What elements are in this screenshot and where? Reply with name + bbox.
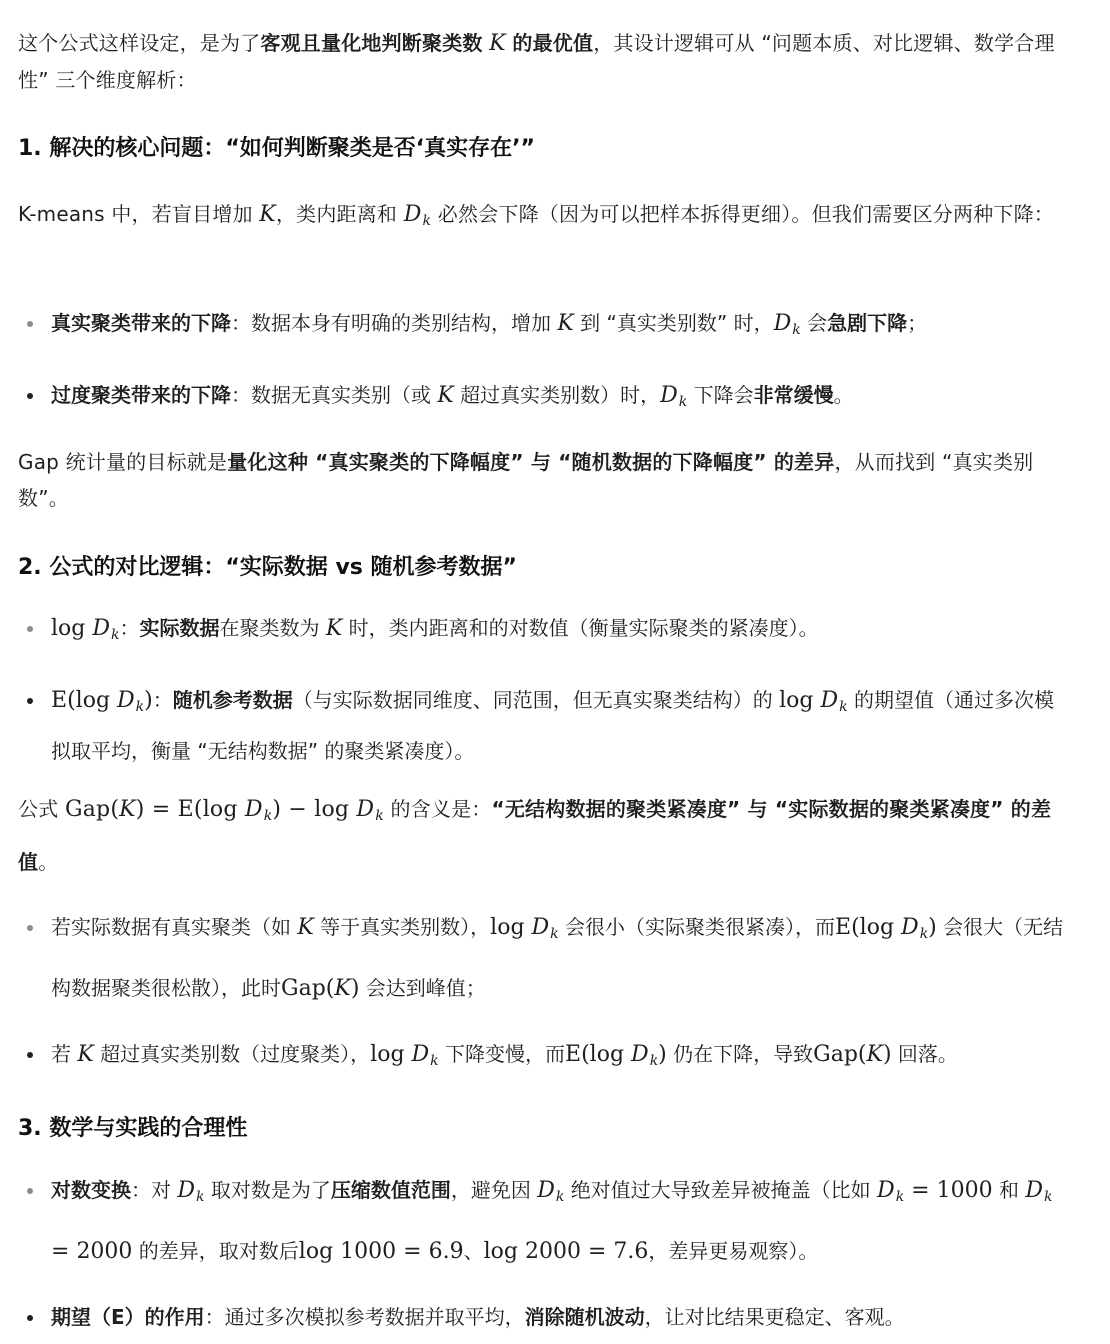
math-gap-formula: Gap(K) = E(log $D_k) - \log D_k$	[64, 797, 384, 824]
math-log-dk: $\log D_k$	[490, 915, 559, 942]
intro-bold: 客观且量化地判断聚类数	[260, 31, 483, 55]
math-k: K	[489, 31, 506, 56]
section-2-list	[18, 601, 1072, 773]
math-k: K	[77, 1042, 94, 1067]
section-1-list	[18, 296, 1072, 429]
math-dk-1000: $D_k = 1000$	[877, 1178, 993, 1205]
intro-text: ，其设计逻辑可从 “问题本质、对比逻辑、数学合理性” 三个维度解析：	[18, 31, 1055, 92]
text: 必然会下降（因为可以把样本拆得更细）。但我们需要区分两种下降：	[437, 202, 1054, 226]
math-gap-k: Gap(K)	[281, 976, 360, 1001]
list-item: 真实聚类带来的下降：数据本身有明确的类别结构，增加 K 到 “真实类别数” 时，$D_k$ 会急剧下降；	[18, 296, 1072, 357]
math-dk-2000: $D_k = 2000$	[51, 1178, 1053, 1264]
math-k: K	[557, 311, 574, 336]
math-k: K	[325, 616, 343, 641]
intro-paragraph	[18, 25, 1072, 98]
math-e-log-dk: E(log $D_k$)	[565, 1042, 667, 1069]
math-e-log-dk: E(log $D_k$)	[51, 688, 153, 715]
math-k: K	[259, 202, 276, 227]
section-1-heading: 1. 解决的核心问题：“如何判断聚类是否‘真实存在’”	[18, 136, 535, 161]
math-dk: $D_k$	[773, 311, 801, 338]
math-dk: $D_k$	[177, 1178, 205, 1205]
math-e-log-dk: E(log $D_k$)	[835, 915, 937, 942]
math-log-1000: log 1000 = 6.9	[298, 1239, 464, 1264]
math-dk: $D_k$	[537, 1178, 565, 1205]
section-3-list	[18, 1163, 1072, 1344]
intro-bold: 的最优值	[512, 31, 594, 55]
section-2-list-2	[18, 900, 1072, 1088]
list-item: 对数变换：对 $D_k$ 取对数是为了压缩数值范围，避免因 $D_k$ 绝对值过大导致差异被掩盖（比如 $D_k = 1000$ 和 $D_k = 2000$ 的差异，取对数后log 1000 = 6.9、log 2000 = 7.6，差异更易观察）。	[18, 1163, 1072, 1279]
section-3-heading: 3. 数学与实践的合理性	[18, 1116, 248, 1141]
math-log-dk: $\log D_k$	[779, 688, 848, 715]
intro-text: 这个公式这样设定，是为了	[18, 31, 261, 55]
section-1-summary: Gap 统计量的目标就是量化这种 “真实聚类的下降幅度” 与 “随机数据的下降幅度” 的差异，从而找到 “真实类别数”。	[18, 450, 1034, 510]
list-item: 期望（E）的作用：通过多次模拟参考数据并取平均，消除随机波动，让对比结果更稳定、客观。	[18, 1290, 1072, 1344]
math-k: K	[437, 383, 454, 408]
math-gap-k: Gap(K)	[813, 1042, 892, 1067]
section-2-formula-paragraph: 公式 Gap(K) = E(log $D_k) - \log D_k$ 的含义是：“无结构数据的聚类紧凑度” 与 “实际数据的聚类紧凑度” 的差值。	[18, 797, 1052, 874]
text: ，类内距离和	[275, 202, 398, 226]
math-dk: $D_k$	[660, 383, 688, 410]
list-item: E(log $D_k$)：随机参考数据（与实际数据同维度、同范围，但无真实聚类结构）的 $\log D_k$ 的期望值（通过多次模拟取平均，衡量 “无结构数据” 的聚类紧凑度）。	[18, 673, 1072, 773]
math-k: K	[297, 915, 314, 940]
section-1-paragraph	[18, 192, 1072, 243]
list-item: 过度聚类带来的下降：数据无真实类别（或 K 超过真实类别数）时，$D_k$ 下降会非常缓慢。	[18, 368, 1072, 429]
text: K-means 中，若盲目增加	[18, 202, 253, 226]
math-log-dk: $\log D_k$	[370, 1042, 439, 1069]
math-dk: $D_k$	[403, 202, 432, 229]
list-item: 若实际数据有真实聚类（如 K 等于真实类别数），$\log D_k$ 会很小（实际聚类很紧凑），而E(log $D_k$) 会很大（无结构数据聚类很松散），此时Gap(K) 会达到峰值；	[18, 900, 1072, 1016]
math-log-2000: log 2000 = 7.6	[483, 1239, 649, 1264]
math-log-dk: $\log D_k$	[51, 616, 120, 643]
list-item: 若 K 超过真实类别数（过度聚类），$\log D_k$ 下降变慢，而E(log $D_k$) 仍在下降，导致Gap(K) 回落。	[18, 1027, 1072, 1088]
list-item: $\log D_k$：实际数据在聚类数为 K 时，类内距离和的对数值（衡量实际聚类的紧凑度）。	[18, 601, 1072, 662]
section-2-heading: 2. 公式的对比逻辑：“实际数据 vs 随机参考数据”	[18, 555, 517, 580]
